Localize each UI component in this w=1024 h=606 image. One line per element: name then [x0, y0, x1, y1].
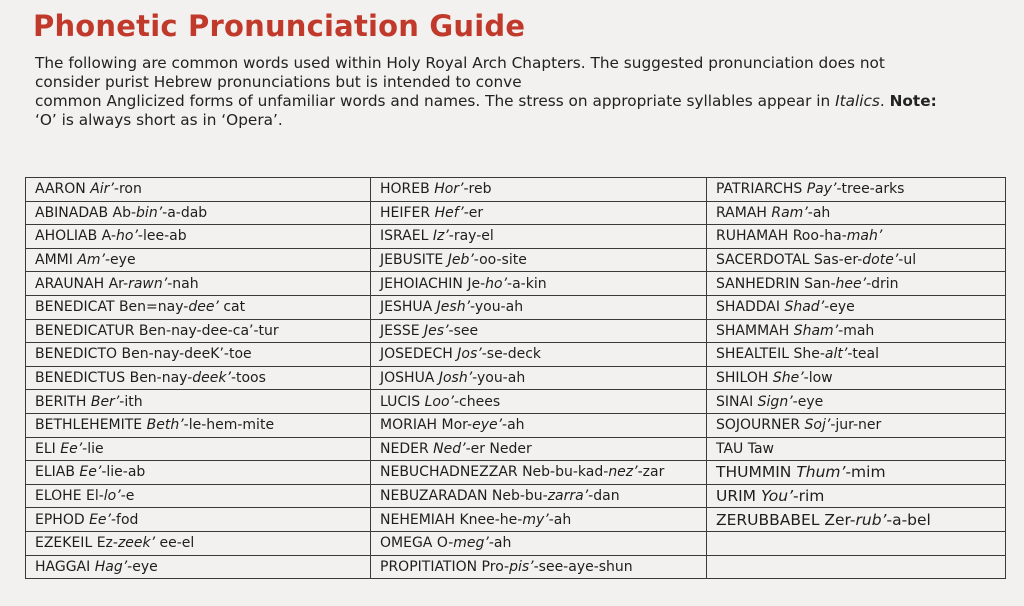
table-row	[26, 366, 1006, 390]
stressed-syllable: Jos’	[457, 346, 482, 363]
stressed-syllable: Hef’	[434, 204, 464, 221]
table-cell	[707, 555, 1006, 579]
cell-text: BENEDICAT Ben=nay-	[35, 299, 189, 316]
table-row	[26, 319, 1006, 343]
stressed-syllable: eye’	[472, 417, 503, 434]
table-row	[26, 295, 1006, 319]
stressed-syllable: bin’	[136, 204, 163, 221]
table-cell	[707, 437, 1006, 461]
stressed-syllable: Air’	[90, 181, 114, 198]
cell-text: ELOHE El-	[35, 488, 104, 505]
cell-text: NEBUZARADAN Neb-bu-	[380, 488, 548, 505]
stressed-syllable: rub’	[855, 510, 887, 529]
cell-text: -see-aye-shun	[533, 558, 633, 575]
table-row	[26, 484, 1006, 508]
cell-text: -a-dab	[162, 204, 208, 221]
stressed-syllable: Beth’	[146, 417, 184, 434]
table-cell	[707, 484, 1006, 508]
table-row	[26, 531, 1006, 555]
pronunciation-table-body	[26, 178, 1006, 579]
cell-text: -low	[803, 370, 833, 387]
stressed-syllable: lo’	[103, 488, 121, 505]
table-row	[26, 178, 1006, 202]
table-cell	[707, 413, 1006, 437]
table-cell	[707, 366, 1006, 390]
stressed-syllable: Pay’	[806, 181, 837, 198]
stressed-syllable: Ee’	[89, 511, 111, 528]
table-row	[26, 201, 1006, 225]
cell-text: BERITH	[35, 393, 91, 410]
stressed-syllable: Iz’	[432, 228, 449, 245]
cell-text: -le-hem-mite	[183, 417, 275, 434]
cell-text: -rim	[793, 487, 825, 506]
intro-line-3: common Anglicized forms of unfamiliar words and names. The stress on appropriate syllables appear in Italics. Note:	[35, 92, 937, 110]
table-cell	[371, 343, 707, 367]
stressed-syllable: Ned’	[433, 440, 466, 457]
cell-text: -lie-ab	[101, 464, 146, 481]
table-row	[26, 272, 1006, 296]
stressed-syllable: mah’	[846, 228, 883, 245]
stressed-syllable: Ram’	[771, 204, 808, 221]
table-cell	[707, 248, 1006, 272]
table-cell	[371, 437, 707, 461]
cell-text: -teal	[847, 346, 879, 363]
cell-text: -jur-ner	[830, 417, 882, 434]
cell-text: -eye	[824, 299, 855, 316]
table-cell	[707, 201, 1006, 225]
table-row	[26, 343, 1006, 367]
cell-text: SANHEDRIN San-	[716, 275, 836, 292]
stressed-syllable: ho’	[485, 275, 508, 292]
stressed-syllable: ho’	[116, 228, 138, 245]
table-row	[26, 555, 1006, 579]
cell-text: -zar	[637, 464, 665, 481]
table-cell	[26, 437, 371, 461]
table-cell	[371, 201, 707, 225]
cell-text: -oo-site	[473, 252, 527, 269]
cell-text: -toos	[230, 370, 266, 387]
table-row	[26, 248, 1006, 272]
stressed-syllable: You’	[761, 487, 793, 506]
cell-text: -lie	[82, 440, 104, 457]
stressed-syllable: dee’	[188, 299, 219, 316]
cell-text: BENEDICTO Ben-nay-deeK’-toe	[35, 346, 252, 363]
cell-text: BETHLEHEMITE	[35, 417, 147, 434]
cell-text: -ah	[807, 204, 831, 221]
cell-text: SHADDAI	[716, 299, 785, 316]
cell-text: URIM	[716, 487, 761, 506]
cell-text: JEHOIACHIN Je-	[380, 275, 486, 292]
stressed-syllable: Hor’	[434, 181, 464, 198]
table-row	[26, 437, 1006, 461]
table-cell	[26, 461, 371, 485]
cell-text: -drin	[866, 275, 899, 292]
stressed-syllable: Jeb’	[447, 252, 474, 269]
cell-text: AHOLIAB A-	[35, 228, 117, 245]
cell-text: -fod	[111, 511, 139, 528]
table-cell	[707, 343, 1006, 367]
cell-text: SHILOH	[716, 370, 773, 387]
cell-text: -se-deck	[481, 346, 542, 363]
stressed-syllable: Soj’	[804, 417, 831, 434]
table-cell	[371, 461, 707, 485]
cell-text: SACERDOTAL Sas-er-	[716, 252, 863, 269]
cell-text: ABINADAB Ab-	[35, 204, 137, 221]
cell-text: PATRIARCHS	[716, 181, 807, 198]
table-row	[26, 225, 1006, 249]
cell-text: -mim	[845, 463, 886, 482]
stressed-syllable: alt’	[824, 346, 848, 363]
stressed-syllable: Hag’	[94, 558, 128, 575]
stressed-syllable: meg’	[453, 535, 489, 552]
stressed-syllable: my’	[522, 511, 549, 528]
cell-text: -ah	[488, 535, 512, 552]
table-cell	[26, 178, 371, 202]
intro-line-2: consider purist Hebrew pronunciations but is intended to conve	[35, 73, 522, 91]
cell-text: SOJOURNER	[716, 417, 805, 434]
cell-text: -you-ah	[470, 299, 524, 316]
cell-text: SHEALTEIL She-	[716, 346, 825, 363]
table-cell	[371, 225, 707, 249]
cell-text: BENEDICTUS Ben-nay-	[35, 370, 193, 387]
cell-text: HAGGAI	[35, 558, 95, 575]
stressed-syllable: Thum’	[796, 463, 846, 482]
cell-text: -a-bel	[886, 510, 931, 529]
cell-text: -tree-arks	[836, 181, 905, 198]
cell-text: SINAI	[716, 393, 758, 410]
stressed-syllable: Sham’	[793, 322, 839, 339]
cell-text: -er	[463, 204, 484, 221]
table-cell	[26, 413, 371, 437]
table-row	[26, 413, 1006, 437]
cell-text: -mah	[838, 322, 875, 339]
table-cell	[371, 555, 707, 579]
cell-text: ISRAEL	[380, 228, 433, 245]
stressed-syllable: nez’	[608, 464, 638, 481]
cell-text: PROPITIATION Pro-	[380, 558, 510, 575]
page-title: Phonetic Pronunciation Guide	[33, 9, 526, 43]
cell-text: -see	[448, 322, 479, 339]
cell-text: BENEDICATUR Ben-nay-dee-ca’-tur	[35, 322, 279, 339]
table-cell	[707, 319, 1006, 343]
table-cell	[371, 319, 707, 343]
cell-text: -e	[120, 488, 135, 505]
cell-text: -ul	[898, 252, 917, 269]
cell-text: ee-el	[155, 535, 195, 552]
table-cell	[26, 295, 371, 319]
cell-text: SHAMMAH	[716, 322, 794, 339]
cell-text: NEDER	[380, 440, 434, 457]
stressed-syllable: Ber’	[90, 393, 120, 410]
cell-text: -chees	[453, 393, 501, 410]
stressed-syllable: Ee’	[60, 440, 83, 457]
intro-line-4: ‘O’ is always short as in ‘Opera’.	[35, 111, 283, 129]
table-cell	[707, 178, 1006, 202]
stressed-syllable: zarra’	[547, 488, 589, 505]
cell-text: -you-ah	[472, 370, 526, 387]
table-cell	[707, 461, 1006, 485]
table-cell	[707, 272, 1006, 296]
intro-paragraph	[35, 54, 1020, 130]
table-cell	[371, 484, 707, 508]
cell-text: -eye	[792, 393, 824, 410]
cell-text: -er Neder	[465, 440, 532, 457]
stressed-syllable: rawn’	[128, 275, 168, 292]
table-cell	[707, 390, 1006, 414]
cell-text: RUHAMAH Roo-ha-	[716, 228, 847, 245]
table-cell	[371, 248, 707, 272]
intro-line-1: The following are common words used within Holy Royal Arch Chapters. The suggested pronunciation does not	[35, 54, 885, 72]
stressed-syllable: She’	[772, 370, 804, 387]
table-cell	[371, 295, 707, 319]
table-cell	[26, 366, 371, 390]
table-cell	[707, 225, 1006, 249]
cell-text: JOSHUA	[380, 370, 439, 387]
cell-text: -ah	[502, 417, 525, 434]
stressed-syllable: Josh’	[438, 370, 473, 387]
stressed-syllable: Ee’	[79, 464, 102, 481]
table-cell	[371, 508, 707, 532]
intro-line-3-text: common Anglicized forms of unfamiliar words and names. The stress on appropriate syllables appear in	[35, 92, 836, 110]
table-cell	[26, 248, 371, 272]
stressed-syllable: hee’	[835, 275, 867, 292]
table-cell	[371, 531, 707, 555]
table-cell	[371, 272, 707, 296]
table-row	[26, 508, 1006, 532]
table-cell	[26, 555, 371, 579]
table-cell	[26, 531, 371, 555]
table-cell	[707, 531, 1006, 555]
stressed-syllable: Sign’	[757, 393, 793, 410]
cell-text: -ray-el	[448, 228, 494, 245]
stressed-syllable: Am’	[77, 252, 105, 269]
cell-text: -ah	[548, 511, 572, 528]
cell-text: JESSE	[380, 322, 425, 339]
cell-text: JESHUA	[380, 299, 437, 316]
cell-text: -ron	[113, 181, 142, 198]
stressed-syllable: Jes’	[424, 322, 449, 339]
stressed-syllable: pis’	[509, 558, 534, 575]
cell-text: JOSEDECH	[380, 346, 458, 363]
cell-text: ARAUNAH Ar-	[35, 275, 129, 292]
cell-text: -dan	[588, 488, 620, 505]
cell-text: THUMMIN	[716, 463, 797, 482]
table-cell	[371, 390, 707, 414]
cell-text: EPHOD	[35, 511, 90, 528]
cell-text: ELI	[35, 440, 61, 457]
cell-text: NEHEMIAH Knee-he-	[380, 511, 523, 528]
cell-text: TAU Taw	[716, 440, 775, 457]
table-cell	[371, 178, 707, 202]
cell-text: -eye	[127, 558, 158, 575]
stressed-syllable: deek’	[192, 370, 231, 387]
cell-text: -reb	[463, 181, 492, 198]
cell-text: ELIAB	[35, 464, 80, 481]
stressed-syllable: Jesh’	[436, 299, 471, 316]
stressed-syllable: zeek’	[117, 535, 156, 552]
table-cell	[26, 484, 371, 508]
cell-text: JEBUSITE	[380, 252, 448, 269]
table-row	[26, 390, 1006, 414]
table-row	[26, 461, 1006, 485]
table-cell	[26, 225, 371, 249]
cell-text: cat	[218, 299, 246, 316]
cell-text: -a-kin	[507, 275, 547, 292]
cell-text: LUCIS	[380, 393, 425, 410]
cell-text: EZEKEIL Ez-	[35, 535, 118, 552]
stressed-syllable: Loo’	[424, 393, 454, 410]
italics-example: Italics	[835, 92, 880, 110]
stressed-syllable: dote’	[862, 252, 899, 269]
table-cell	[371, 366, 707, 390]
pronunciation-table	[25, 177, 1006, 579]
table-cell	[26, 390, 371, 414]
cell-text: AARON	[35, 181, 91, 198]
table-cell	[707, 295, 1006, 319]
note-label: Note:	[889, 92, 937, 110]
cell-text: RAMAH	[716, 204, 772, 221]
table-cell	[707, 508, 1006, 532]
table-cell	[26, 508, 371, 532]
cell-text: HEIFER	[380, 204, 435, 221]
cell-text: -nah	[167, 275, 199, 292]
cell-text: -ith	[119, 393, 143, 410]
table-cell	[26, 272, 371, 296]
stressed-syllable: Shad’	[784, 299, 825, 316]
cell-text: -eye	[105, 252, 136, 269]
cell-text: MORIAH Mor-	[380, 417, 473, 434]
table-cell	[371, 413, 707, 437]
table-cell	[26, 201, 371, 225]
cell-text: NEBUCHADNEZZAR Neb-bu-kad-	[380, 464, 609, 481]
cell-text: AMMI	[35, 252, 78, 269]
table-cell	[26, 343, 371, 367]
cell-text: HOREB	[380, 181, 435, 198]
cell-text: OMEGA O-	[380, 535, 454, 552]
table-cell	[26, 319, 371, 343]
cell-text: ZERUBBABEL Zer-	[716, 510, 856, 529]
cell-text: -lee-ab	[137, 228, 187, 245]
